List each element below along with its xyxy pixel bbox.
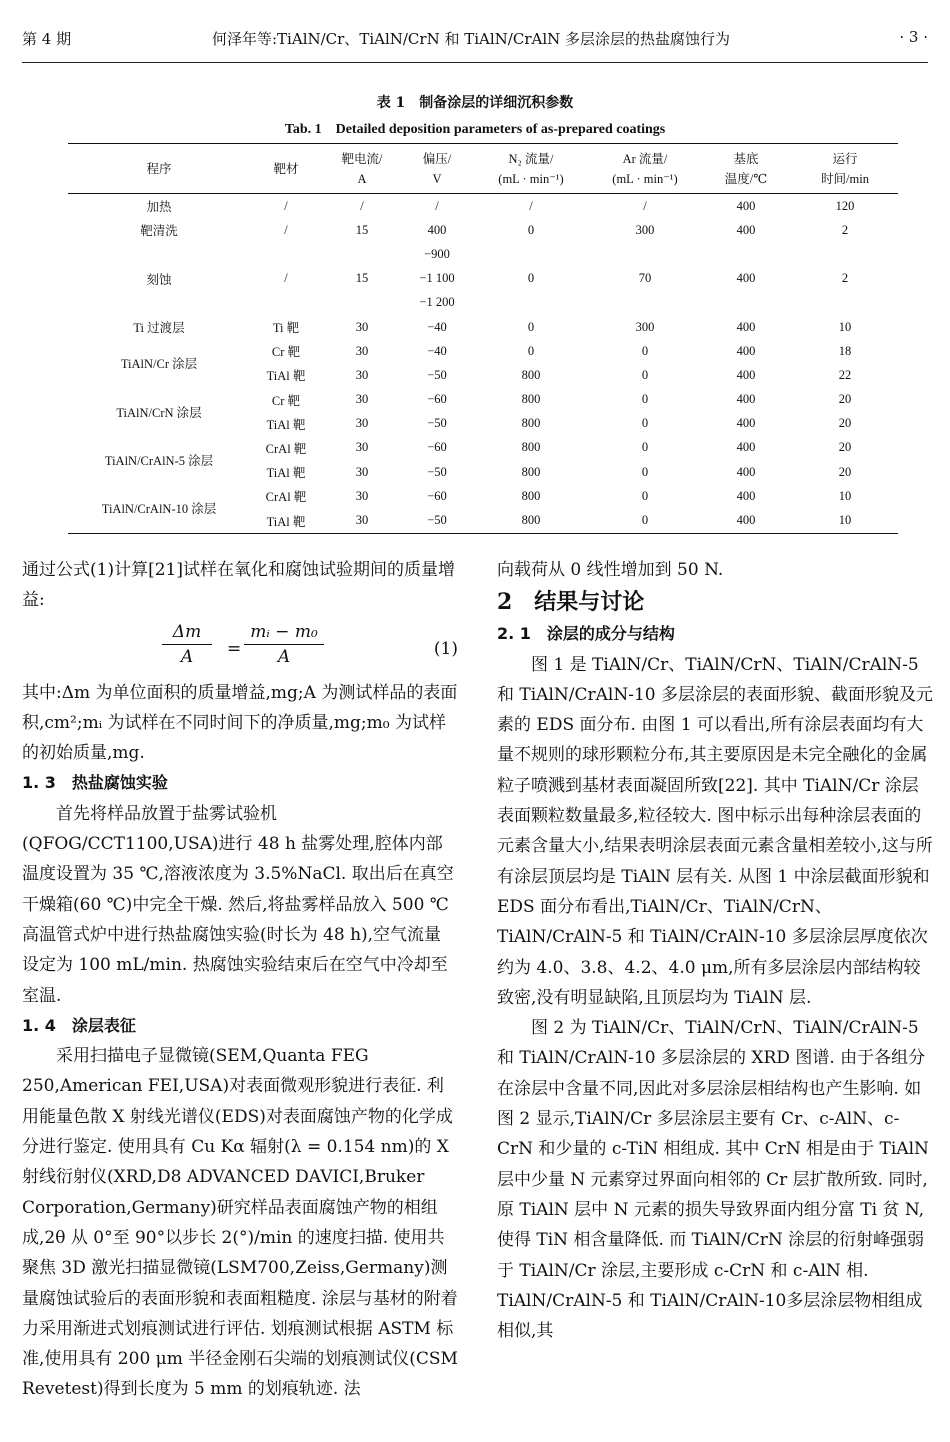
table-row: TiAl 靶 30 −50 800 0 400 20 xyxy=(266,464,852,481)
issue-label: 第 4 期 xyxy=(22,30,72,48)
section-2-1-paragraph-a: 图 1 是 TiAlN/Cr、TiAlN/CrN、TiAlN/CrAlN-5 和 TiAlN/CrAlN-10 多层涂层的表面形貌、截面形貌及元素的 EDS 面分布. 由图 1 可以看出,所有涂层表面均有大量不规则的球形颗粒分布,其主要原因是未完全融化的金属粒子喷溅到基材表面凝固所致[22]. 其中 TiAlN/Cr 涂层表面颗粒数量最多,粒径较大. 图中标示出每种涂层表面的元素含量大小,结果表明涂层表面元素含量相差较小,这与所有涂层顶层均是 TiAlN 层有关. 从图 1 中涂层截面形貌和 EDS 面分布看出,TiAlN/Cr、TiAlN/CrN、TiAlN/CrAlN-5 和 TiAlN/CrAlN-10 多层涂层厚度依次约为 4.0、3.8、4.2、4.0 μm,所有多层涂层内部结构较致密,没有明显缺陷,且顶层均为 TiAlN 层. xyxy=(497,654,933,1008)
table-row: TiAlN/CrAlN-10 涂层 CrAl 靶 30 −60 800 0 400 10 xyxy=(101,488,852,517)
table-row: 刻蚀 / 15 −900 0 70 400 2 xyxy=(146,246,849,287)
table-row: −1 100 xyxy=(419,271,455,286)
section-1-3-paragraph: 首先将样品放置于盐雾试验机(QFOG/CCT1100,USA)进行 48 h 盐雾处理,腔体内部温度设置为 35 ℃,溶液浓度为 3.5%NaCl. 取出后在真空干燥箱(60 ℃)中完全干燥. 然后,将盐雾样品放入 500 ℃高温管式炉中进行热盐腐蚀实验(时长为 48 h),空气流量设定为 100 mL/min. 热腐蚀实验结束后在空气中冷却至室温. xyxy=(22,803,454,1006)
table-row: TiAl 靶 30 −50 800 0 400 22 xyxy=(266,367,852,384)
table-row: TiAl 靶 30 −50 800 0 400 20 xyxy=(266,416,852,432)
table-row: TiAlN/Cr 涂层 Cr 靶 30 −40 0 0 400 18 xyxy=(120,343,852,372)
intro-paragraph: 通过公式(1)计算[21]试样在氧化和腐蚀试验期间的质量增益: xyxy=(22,560,455,611)
equation-rhs: $\frac{\text{mᵢ − m₀}}{A}$ xyxy=(244,620,324,669)
equation-number: (1) xyxy=(433,638,458,659)
section-1-3-heading: 1. 3 热盐腐蚀实验 xyxy=(22,773,168,793)
right-column xyxy=(497,555,933,1346)
running-title: 何泽年等:TiAlN/Cr、TiAlN/CrN 和 TiAlN/CrAlN 多层涂层的热盐腐蚀行为 xyxy=(212,30,731,48)
section-2-1-paragraph-b: 图 2 为 TiAlN/Cr、TiAlN/CrN、TiAlN/CrAlN-5 和 TiAlN/CrAlN-10 多层涂层的 XRD 图谱. 由于各组分在涂层中含量不同,因此对多层涂层相结构也产生影响. 如图 2 显示,TiAlN/Cr 多层涂层主要有 Cr、c-AlN、c-CrN 和少量的 c-TiN 相组成. 其中 CrN 相是由于 TiAlN 层中少量 N 元素穿过界面向相邻的 Cr 层扩散所致. 同时,原 TiAlN 层中 N 元素的损失导致界面内组分富 Ti 贫 N,使得 TiN 相含量降低. 而 TiAlN/CrN 涂层的衍射峰强弱于 TiAlN/Cr 涂层,主要形成 c-CrN 和 c-AlN 相. TiAlN/CrAlN-5 和 TiAlN/CrAlN-10多层涂层物相组成相似,其 xyxy=(497,1018,929,1342)
col-header-ar: Ar 流量/ (mL · min⁻¹) xyxy=(612,151,678,186)
table-row: 靶清洗 / 15 400 0 300 400 2 xyxy=(140,222,849,239)
section-2-1-heading: 2. 1 涂层的成分与结构 xyxy=(497,624,675,644)
where-paragraph: 其中:Δm 为单位面积的质量增益,mg;A 为测试样品的表面积,cm²;mᵢ 为试样在不同时间下的净质量,mg;m₀ 为试样的初始质量,mg. xyxy=(22,682,458,764)
section-1-4-heading: 1. 4 涂层表征 xyxy=(22,1015,136,1035)
col-header-n2: N₂ 流量/ (mL · min⁻¹) xyxy=(498,151,564,186)
header-rule xyxy=(22,62,928,63)
equation-equals: = xyxy=(227,638,242,659)
col-header-process: 程序 xyxy=(146,161,172,176)
table-row: TiAl 靶 30 −50 800 0 400 10 xyxy=(266,513,852,529)
table-row: Ti 过渡层 Ti 靶 30 −40 0 300 400 10 xyxy=(133,319,852,336)
col-header-target: 靶材 xyxy=(273,161,299,176)
table-row: −1 200 xyxy=(419,295,455,310)
section-1-4-paragraph: 采用扫描电子显微镜(SEM,Quanta FEG 250,American FEI,USA)对表面微观形貌进行表征. 利用能量色散 X 射线光谱仪(EDS)对表面腐蚀产物的化学成分进行鉴定. 使用具有 Cu Kα 辐射(λ = 0.154 nm)的 X 射线衍射仪(XRD,D8 ADVANCED DAVICI,Bruker Corporation,Germany)研究样品表面腐蚀产物的相组成,2θ 从 0°至 90°以步长 2(°)/min 的速度扫描. 使用共聚焦 3D 激光扫描显微镜(LSM700,Zeiss,Germany)测量腐蚀试验后的表面形貌和表面粗糙度. 涂层与基材的附着力采用渐进式划痕测试进行评估. 划痕测试根据 ASTM 标准,使用具有 200 μm 半径金刚石尖端的划痕测试仪(CSM Revetest)得到长度为 5 mm 的划痕轨迹. 法 xyxy=(22,1046,458,1400)
table-row: 加热 / / / / / 400 120 xyxy=(146,198,855,215)
table-caption-cn: 表 1 制备涂层的详细沉积参数 xyxy=(376,95,574,111)
col-header-temp: 基底 温度/℃ xyxy=(724,151,768,186)
col-header-current: 靶电流/ A xyxy=(341,151,383,186)
deposition-table xyxy=(68,143,898,534)
equation-lhs: $\frac{\Delta m}{A}$ xyxy=(162,620,212,669)
table-caption-en: Tab. 1 Detailed deposition parameters of as-prepared coatings xyxy=(284,122,666,137)
col-header-bias: 偏压/ V xyxy=(422,151,452,186)
page-number: · 3 · xyxy=(899,28,928,46)
table-row: TiAlN/CrAlN-5 涂层 CrAl 靶 30 −60 800 0 400 20 xyxy=(104,440,852,469)
running-header xyxy=(22,14,928,54)
equation-1 xyxy=(22,616,458,678)
section-2-heading: 2 结果与讨论 xyxy=(497,589,645,616)
col-header-time: 运行 时间/min xyxy=(821,151,869,186)
continued-paragraph: 向载荷从 0 线性增加到 50 N. xyxy=(497,560,724,580)
table-header-row xyxy=(68,144,898,194)
left-column xyxy=(22,555,458,1405)
table-row: TiAlN/CrN 涂层 Cr 靶 30 −60 800 0 400 20 xyxy=(116,392,852,420)
